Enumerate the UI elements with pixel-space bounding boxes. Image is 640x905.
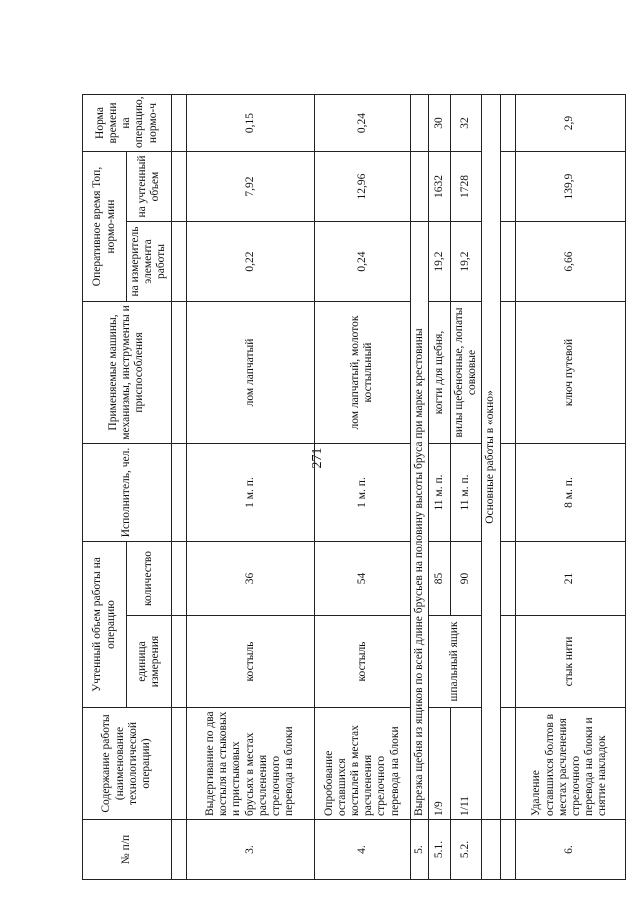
table-row <box>450 95 481 880</box>
section-num: 5. <box>410 820 428 880</box>
row-executor: 1 м. п. <box>186 444 314 542</box>
header-executor: Исполнитель, чел. <box>83 444 172 542</box>
row-norm: 32 <box>450 95 481 152</box>
row-content: Удаление оставшихся болтов в местах расчленения стрелочного перевода на блоки и снятие накладок <box>515 708 625 820</box>
header-qty: количество <box>127 542 172 616</box>
row-qty: 54 <box>314 542 410 616</box>
page-number: 271 <box>310 447 325 469</box>
row-executor: 1 м. п. <box>314 444 410 542</box>
row-per-unit: 19,2 <box>450 222 481 302</box>
row-content: Опробование оставшихся костылей в местах расчленения стрелочного перевода на блоки <box>314 708 410 820</box>
header-num: № п/п <box>83 820 172 880</box>
row-per-volume: 1728 <box>450 152 481 222</box>
row-per-unit: 19,2 <box>428 222 450 302</box>
row-per-unit: 0,24 <box>314 222 410 302</box>
row-tools: лом лапчатый <box>186 302 314 444</box>
row-num: 6. <box>515 820 625 880</box>
row-tools: ключ путевой <box>515 302 625 444</box>
row-norm: 0,24 <box>314 95 410 152</box>
row-per-volume: 12,96 <box>314 152 410 222</box>
row-qty: 36 <box>186 542 314 616</box>
row-per-unit: 6,66 <box>515 222 625 302</box>
row-qty: 21 <box>515 542 625 616</box>
header-per-unit: на измеритель элемента работы <box>127 222 172 302</box>
row-per-unit: 0,22 <box>186 222 314 302</box>
section-row <box>482 95 500 880</box>
row-per-volume: 7,92 <box>186 152 314 222</box>
row-num: 5.2. <box>450 820 481 880</box>
row-content: Выдергивание по два костыля на стыковых и пристыковых брусьях в местах расчленения стрелочного перевода на блоки <box>186 708 314 820</box>
norm-table <box>82 94 626 880</box>
row-norm: 30 <box>428 95 450 152</box>
section-title: Основные работы в «окно» <box>482 95 500 820</box>
row-qty: 90 <box>450 542 481 616</box>
row-unit: костыль <box>186 616 314 708</box>
table-row <box>186 95 314 880</box>
row-unit: костыль <box>314 616 410 708</box>
row-tools: когти для щебня, <box>428 302 450 444</box>
table-row <box>428 95 450 880</box>
row-executor: 11 м. п. <box>450 444 481 542</box>
header-per-volume: на учтенный объем <box>127 152 172 222</box>
row-per-volume: 139,9 <box>515 152 625 222</box>
row-num: 4. <box>314 820 410 880</box>
header-norm: Норма времени на операцию, нормо-ч <box>83 95 172 152</box>
row-num: 5.1. <box>428 820 450 880</box>
row-per-volume: 1632 <box>428 152 450 222</box>
row-unit: стык нити <box>515 616 625 708</box>
section-title: Вырезка щебня из ящиков по всей длине брусьев на половину высоты бруса при марке крестовины <box>410 222 428 820</box>
row-qty: 85 <box>428 542 450 616</box>
header-optime-group: Оперативное время Топ, нормо-мин <box>83 152 127 302</box>
table-row <box>314 95 410 880</box>
section-row <box>410 95 428 880</box>
table-row <box>515 95 625 880</box>
row-executor: 8 м. п. <box>515 444 625 542</box>
header-content: Содержание работы (наименование технологической операции) <box>83 708 172 820</box>
row-unit: шпальный ящик <box>428 616 481 708</box>
header-unit: единица измерения <box>127 616 172 708</box>
row-tools: лом лапчатый, молоток костыльный <box>314 302 410 444</box>
rotated-page <box>82 95 609 880</box>
row-tools: вилы щебеночные, лопаты совковые <box>450 302 481 444</box>
row-content: 1/11 <box>450 708 481 820</box>
header-tools: Применяемые машины, механизмы, инструменты и приспособления <box>83 302 172 444</box>
row-content: 1/9 <box>428 708 450 820</box>
row-executor: 11 м. п. <box>428 444 450 542</box>
row-norm: 2,9 <box>515 95 625 152</box>
row-num: 3. <box>186 820 314 880</box>
row-norm: 0,15 <box>186 95 314 152</box>
separator-row <box>171 95 186 880</box>
separator-row <box>500 95 515 880</box>
header-volume-group: Учтенный объем работы на операцию <box>83 542 127 708</box>
